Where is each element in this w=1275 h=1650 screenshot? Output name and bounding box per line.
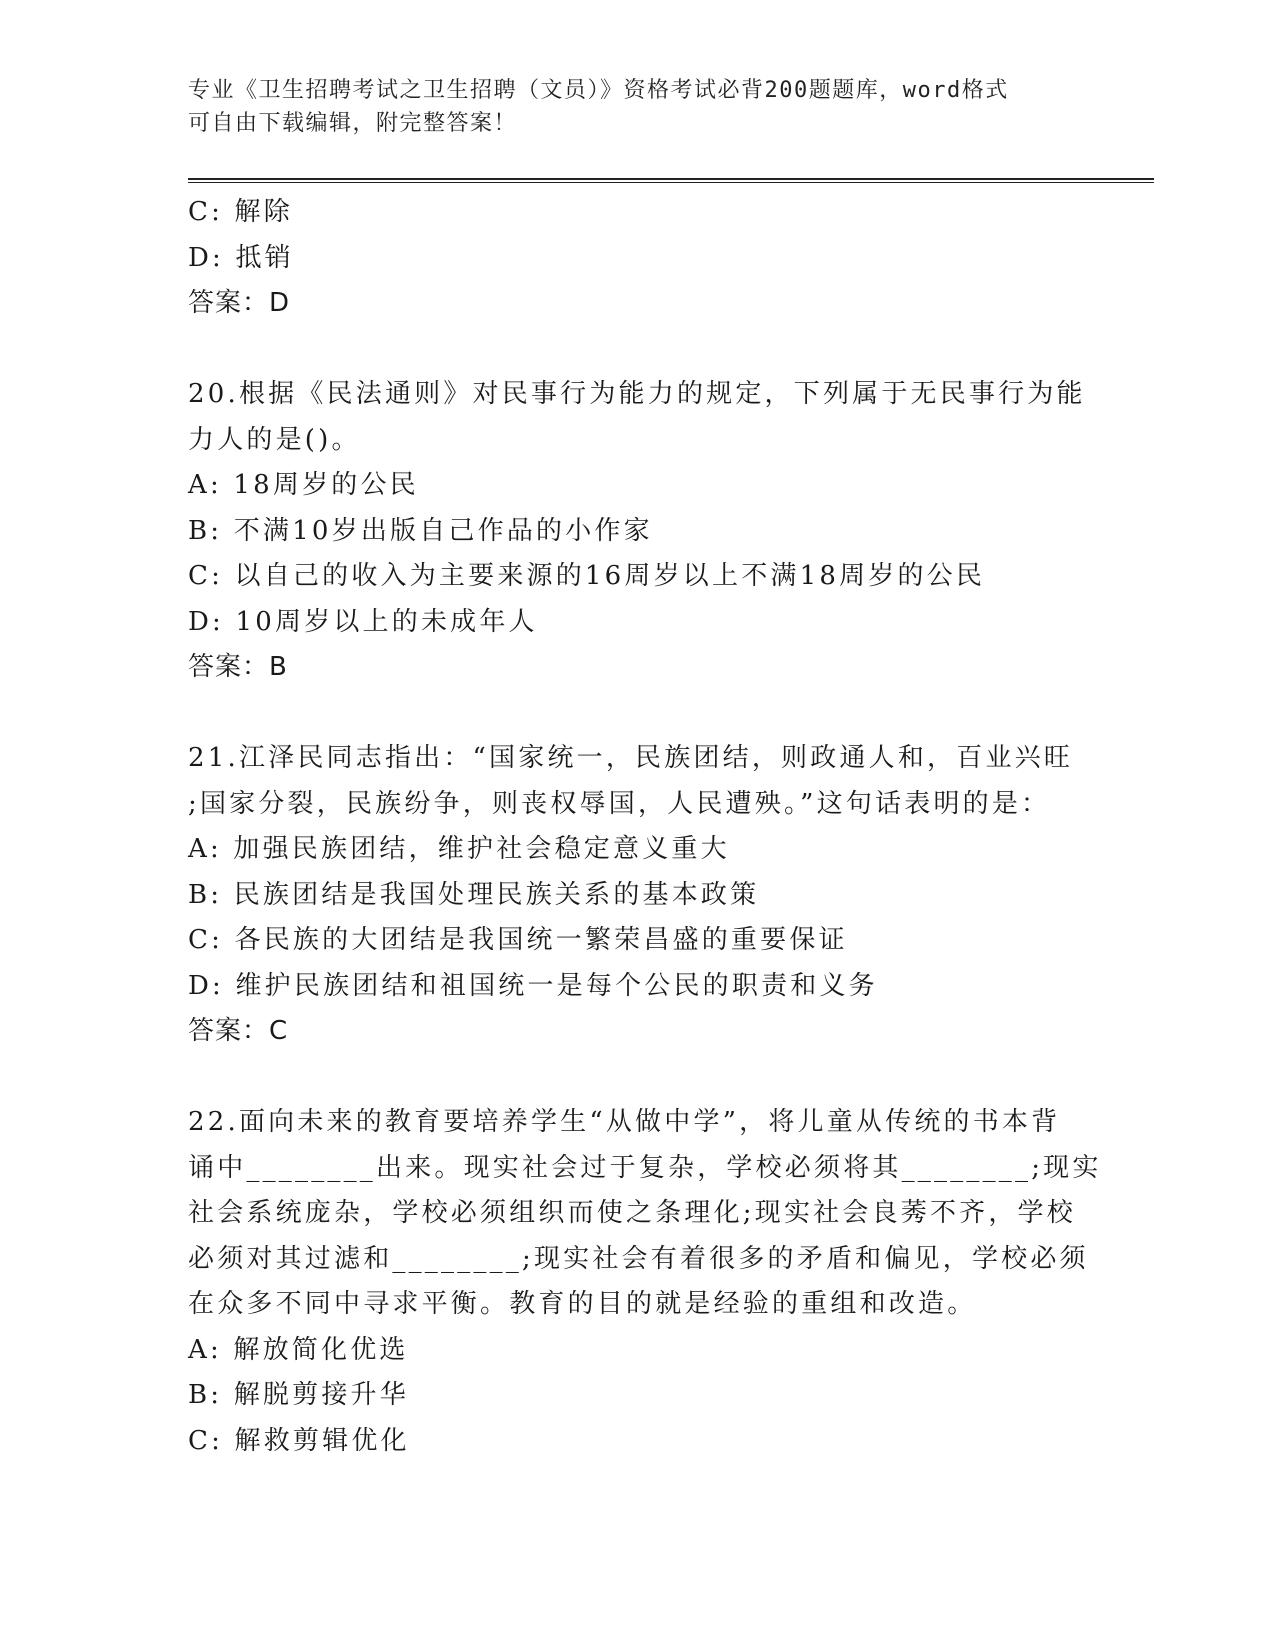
question-stem: 在众多不同中寻求平衡。教育的目的就是经验的重组和改造。 xyxy=(188,1289,977,1319)
option-c: C: 各民族的大团结是我国统一繁荣昌盛的重要保证 xyxy=(188,925,848,955)
header-divider-thin xyxy=(188,182,1154,183)
option-a: A: 加强民族团结，维护社会稳定意义重大 xyxy=(188,834,730,864)
question-stem: 必须对其过滤和________;现实社会有着很多的矛盾和偏见，学校必须 xyxy=(188,1243,1089,1274)
document-header xyxy=(188,74,1068,140)
option-a: A: 解放简化优选 xyxy=(188,1334,409,1365)
header-divider-thick xyxy=(188,178,1154,180)
header-title-line2: 可自由下载编辑，附完整答案！ xyxy=(188,111,518,136)
option-b: B: 解脱剪接升华 xyxy=(188,1380,409,1410)
question-stem: 力人的是()。 xyxy=(188,424,361,455)
answer-line: 答案：C xyxy=(188,1016,289,1046)
question-20 xyxy=(188,372,1086,691)
question-22 xyxy=(188,1100,1102,1464)
question-stem: 21.江泽民同志指出：“国家统一，民族团结，则政通人和，百业兴旺 xyxy=(188,743,1074,773)
question-stem: 社会系统庞杂，学校必须组织而使之条理化;现实社会良莠不齐，学校 xyxy=(188,1198,1076,1228)
answer-line: 答案：D xyxy=(188,288,291,318)
option-d: D: 维护民族团结和祖国统一是每个公民的职责和义务 xyxy=(188,970,878,1001)
header-title-line1: 专业《卫生招聘考试之卫生招聘（文员）》资格考试必背200题题库，word格式 xyxy=(188,78,1009,103)
option-c: C: 解除 xyxy=(188,197,293,227)
option-b: B: 不满10岁出版自己作品的小作家 xyxy=(188,515,653,546)
question-stem: 20.根据《民法通则》对民事行为能力的规定，下列属于无民事行为能 xyxy=(188,379,1086,409)
option-d: D: 抵销 xyxy=(188,242,294,273)
option-c: C: 以自己的收入为主要来源的16周岁以上不满18周岁的公民 xyxy=(188,561,986,591)
option-b: B: 民族团结是我国处理民族关系的基本政策 xyxy=(188,879,760,910)
question-stem: 22.面向未来的教育要培养学生“从做中学”，将儿童从传统的书本背 xyxy=(188,1107,1061,1137)
question-19-tail xyxy=(188,190,1078,327)
option-c: C: 解救剪辑优化 xyxy=(188,1425,410,1456)
option-d: D: 10周岁以上的未成年人 xyxy=(188,606,538,637)
option-a: A: 18周岁的公民 xyxy=(188,470,419,500)
question-21 xyxy=(188,736,1078,1055)
document-body xyxy=(188,190,1102,1464)
question-stem: ;国家分裂，民族纷争，则丧权辱国，人民遭殃。”这句话表明的是： xyxy=(188,788,1051,819)
question-stem: 诵中________出来。现实社会过于复杂，学校必须将其________;现实 xyxy=(188,1152,1102,1183)
answer-line: 答案：B xyxy=(188,652,288,682)
